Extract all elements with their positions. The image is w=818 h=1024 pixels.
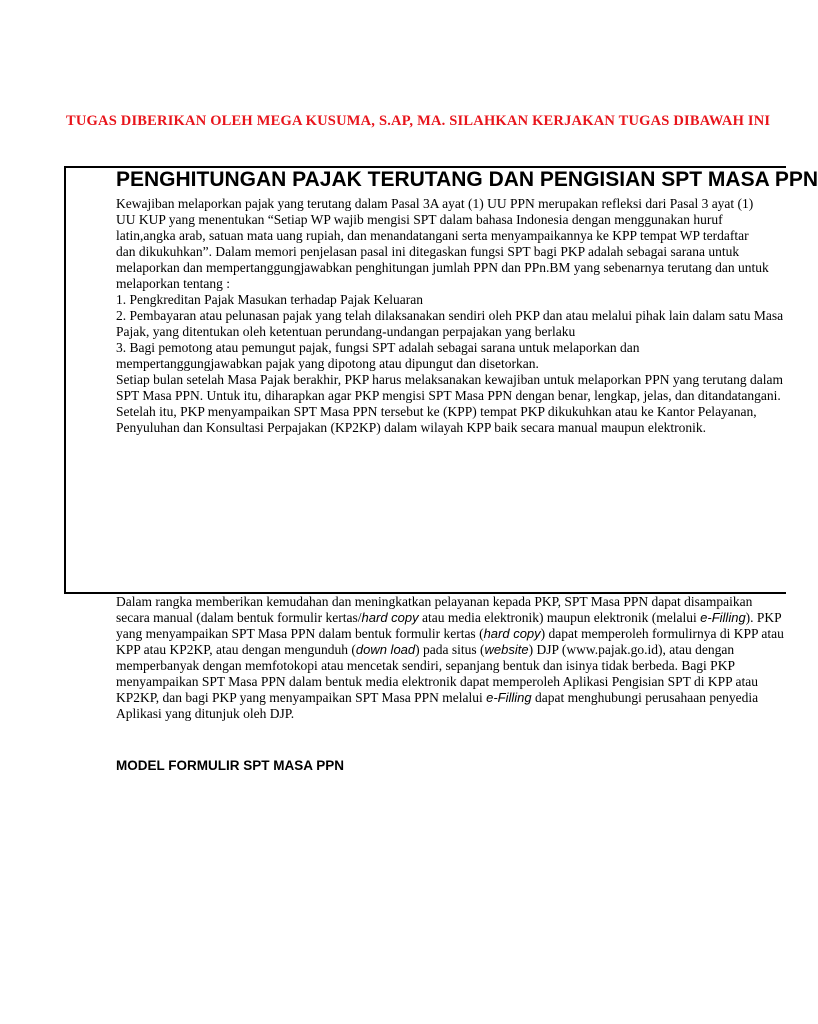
text-line: mempertanggungjawabkan pajak yang dipotong atau dipungut dan disetorkan. [116, 356, 539, 371]
text-line [116, 674, 784, 690]
text-segment: yang menyampaikan SPT Masa PPN dalam bentuk formulir kertas ( [116, 626, 484, 641]
text-segment: KP2KP, dan bagi PKP yang menyampaikan SPT Masa PPN melalui [116, 690, 487, 705]
text-line: Pajak, yang ditentukan oleh ketentuan perundang-undangan perpajakan yang berlaku [116, 324, 576, 339]
text-line [116, 626, 784, 642]
text-segment: memperbanyak dengan memfotokopi atau mencetak sendiri, sepanjang bentuk dan isinya tidak berbeda. Bagi PKP [116, 658, 735, 673]
text-line [116, 658, 784, 674]
italic-term: website [484, 642, 529, 657]
box-paragraphs [116, 196, 783, 436]
italic-term: hard copy [361, 610, 419, 625]
text-line: Penyuluhan dan Konsultasi Perpajakan (KP2KP) dalam wilayah KPP baik secara manual maupun elektronik. [116, 420, 706, 435]
italic-term: hard copy [483, 626, 541, 641]
text-segment: ) pada situs ( [415, 642, 485, 657]
text-line: 3. Bagi pemotong atau pemungut pajak, fungsi SPT adalah sebagai sarana untuk melaporkan dan [116, 340, 640, 355]
text-segment: KPP atau KP2KP, atau dengan mengunduh ( [116, 642, 356, 657]
italic-term: e-Filling [486, 690, 532, 705]
text-line: Kewajiban melaporkan pajak yang terutang dalam Pasal 3A ayat (1) UU PPN merupakan refleksi dari Pasal 3 ayat (1) [116, 196, 754, 211]
text-line: dan dikukuhkan”. Dalam memori penjelasan pasal ini ditegaskan fungsi SPT bagi PKP adalah sebagai sarana untuk [116, 244, 740, 259]
text-line: Setiap bulan setelah Masa Pajak berakhir, PKP harus melaksanakan kewajiban untuk melaporkan PPN yang terutang dalam [116, 372, 784, 387]
italic-term: e-Filling [700, 610, 746, 625]
section-heading: MODEL FORMULIR SPT MASA PPN [116, 758, 345, 773]
text-line [116, 706, 784, 722]
text-line [116, 594, 784, 610]
text-line: Setelah itu, PKP menyampaikan SPT Masa PPN tersebut ke (KPP) tempat PKP dikukuhkan atau ke Kantor Pelayanan, [116, 404, 757, 419]
assignment-note: TUGAS DIBERIKAN OLEH MEGA KUSUMA, S.AP, MA. SILAHKAN KERJAKAN TUGAS DIBAWAH INI [66, 113, 771, 129]
text-line: SPT Masa PPN. Untuk itu, diharapkan agar PKP mengisi SPT Masa PPN dengan benar, lengkap, jelas, dan ditandatangani. [116, 388, 781, 403]
text-segment: ) DJP (www.pajak.go.id), atau dengan [528, 642, 735, 657]
text-line: melaporkan tentang : [116, 276, 230, 291]
text-line: UU KUP yang menentukan “Setiap WP wajib mengisi SPT dalam bahasa Indonesia dengan menggunakan huruf [116, 212, 723, 227]
text-segment: menyampaikan SPT Masa PPN dalam bentuk media elektronik dapat memperoleh Aplikasi Pengisian SPT di KPP atau [116, 674, 759, 689]
text-segment: Aplikasi yang ditunjuk oleh DJP. [116, 706, 295, 721]
text-segment: Dalam rangka memberikan kemudahan dan meningkatkan pelayanan kepada PKP, SPT Masa PPN dapat disampaikan [116, 594, 753, 609]
italic-term: down load [355, 642, 416, 657]
text-segment: dapat menghubungi perusahaan penyedia [531, 690, 759, 705]
text-line [116, 642, 784, 658]
text-segment: ) dapat memperoleh formulirnya di KPP atau [540, 626, 784, 641]
text-segment: ). PKP [745, 610, 782, 625]
text-line: latin,angka arab, satuan mata uang rupiah, dan menandatangani serta menyampaikannya ke KPP tempat WP terdaftar [116, 228, 749, 243]
text-line [116, 610, 784, 626]
text-segment: atau media elektronik) maupun elektronik (melalui [418, 610, 701, 625]
text-line: 1. Pengkreditan Pajak Masukan terhadap Pajak Keluaran [116, 292, 424, 307]
text-segment: secara manual (dalam bentuk formulir kertas/ [116, 610, 362, 625]
body-paragraph [116, 594, 784, 722]
text-line: melaporkan dan mempertanggungjawabkan penghitungan jumlah PPN dan PPn.BM yang sebenarnya terutang dan untuk [116, 260, 769, 275]
text-line [116, 690, 784, 706]
document-title: PENGHITUNGAN PAJAK TERUTANG DAN PENGISIAN SPT MASA PPN [116, 168, 818, 191]
text-line: 2. Pembayaran atau pelunasan pajak yang telah dilaksanakan sendiri oleh PKP dan atau melalui pihak lain dalam satu Masa [116, 308, 784, 323]
